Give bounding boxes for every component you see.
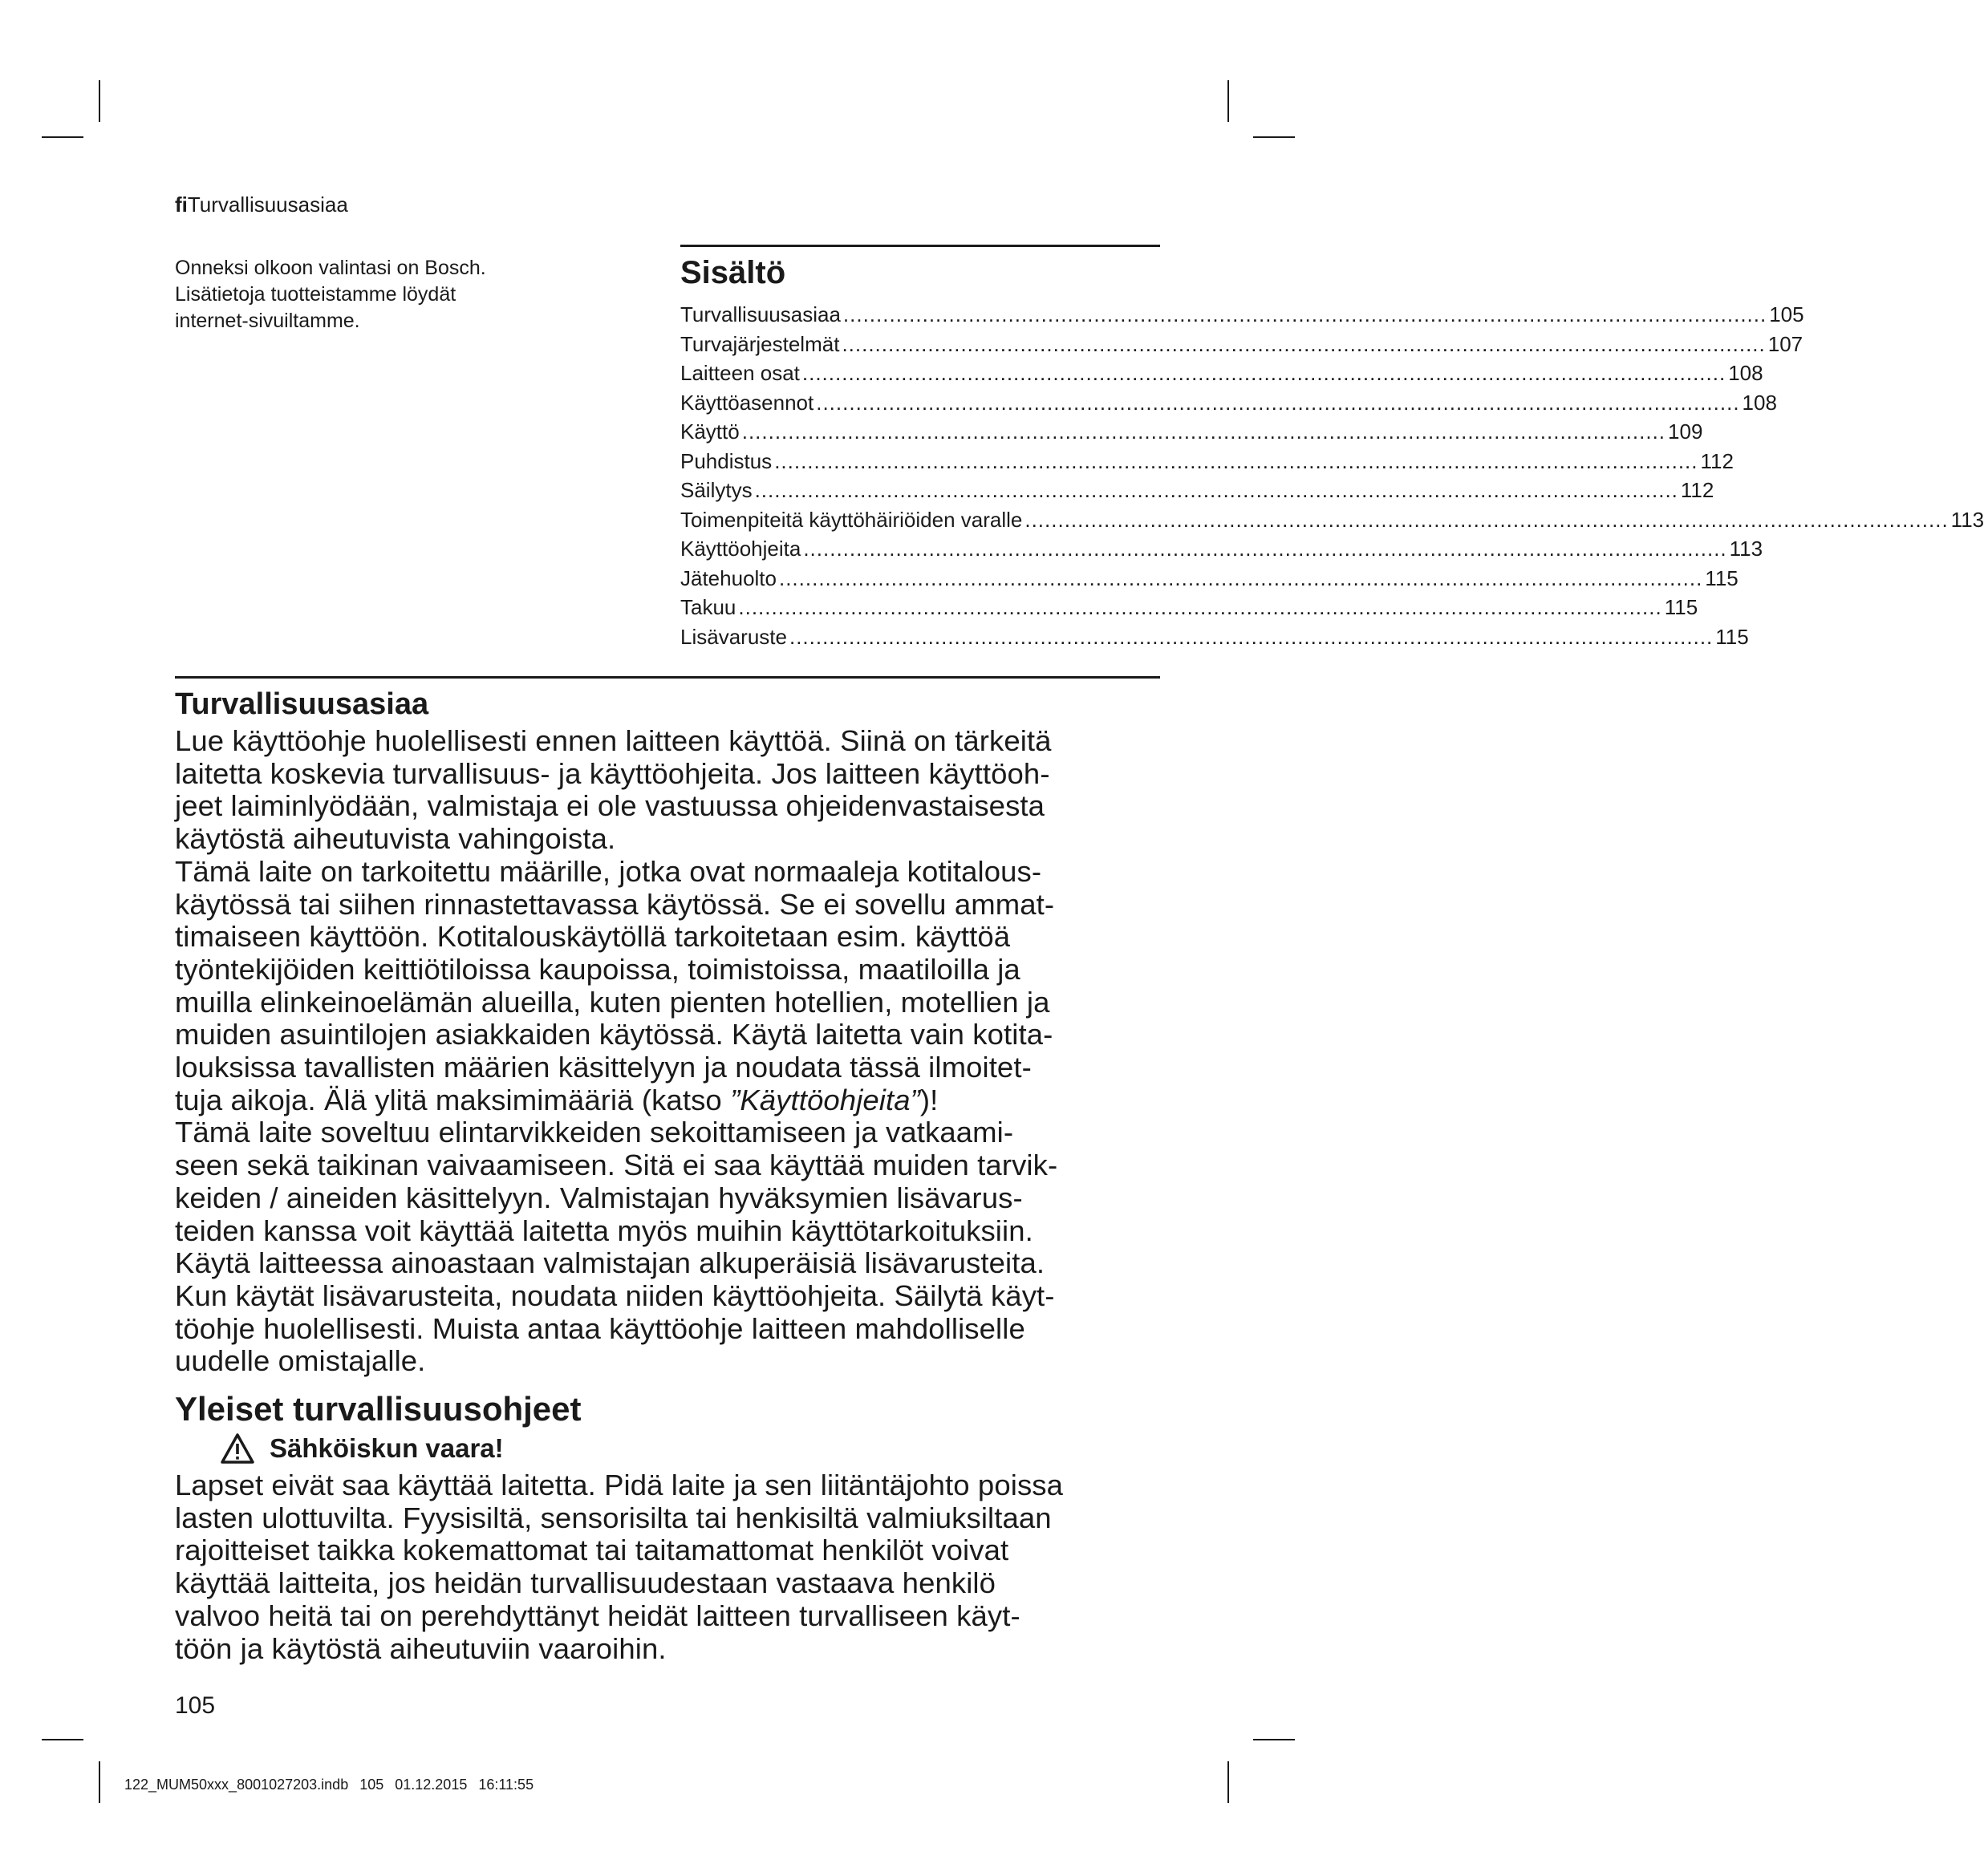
toc-leader-dots: ............................................................................................................................................ [741, 419, 1666, 444]
body-line: Kun käytät lisävarusteita, noudata niiden käyttöohjeita. Säilytä käyt- [175, 1278, 1055, 1312]
toc-entry [680, 388, 1777, 418]
footer-time: 16:11:55 [478, 1777, 534, 1793]
toc-entry-page: 108 [1742, 390, 1777, 415]
body-line: jeet laiminlyödään, valmistaja ei ole vastuussa ohjeidenvastaisesta [175, 789, 1045, 823]
body-line: työntekijöiden keittiötiloissa kaupoissa, toimistoissa, maatiloilla ja [175, 952, 1020, 986]
toc-leader-dots: ............................................................................................................................................ [789, 624, 1714, 649]
toc-entry [680, 564, 1739, 594]
toc-leader-dots: ............................................................................................................................................ [1024, 507, 1949, 532]
language-code: fi [175, 192, 188, 217]
toc-entry-page: 113 [1729, 537, 1763, 561]
section-heading: Turvallisuusasiaa [175, 687, 429, 721]
intro-line: internet-sivuiltamme. [175, 310, 360, 332]
toc-entry-title: Toimenpiteitä käyttöhäiriöiden varalle [680, 507, 1023, 532]
crop-mark [99, 80, 100, 122]
crop-mark [1227, 1761, 1229, 1803]
body-line-with-reference [175, 1084, 1160, 1117]
toc-entry [680, 447, 1734, 476]
footer-date: 01.12.2015 [395, 1777, 468, 1793]
warning-notice [220, 1432, 1160, 1465]
body-line: töohje huolellisesti. Muista antaa käyttöohje laitteen mahdolliselle [175, 1311, 1025, 1345]
toc-entry [680, 300, 1804, 330]
crop-mark [1253, 136, 1295, 138]
body-line: laitetta koskevia turvallisuus- ja käyttöohjeita. Jos laitteen käyttöoh- [175, 756, 1050, 790]
toc-leader-dots: ............................................................................................................................................ [778, 565, 1703, 590]
footer-filename: 122_MUM50xxx_8001027203.indb [124, 1777, 349, 1793]
body-line: timaiseen käyttöön. Kotitalouskäytöllä tarkoitetaan esim. käyttöä [175, 920, 1011, 954]
section-heading: Yleiset turvallisuusohjeet [175, 1390, 582, 1428]
body-line: käyttää laitteita, jos heidän turvallisuudestaan vastaava henkilö [175, 1566, 996, 1600]
intro-text [175, 255, 592, 334]
toc-entry-page: 107 [1767, 331, 1803, 356]
toc-entry-page: 115 [1664, 595, 1698, 619]
body-line: Lapset eivät saa käyttää laitetta. Pidä laite ja sen liitäntäjohto poissa [175, 1469, 1064, 1502]
toc-leader-dots: ............................................................................................................................................ [842, 302, 1767, 326]
toc-entry-title: Lisävaruste [680, 624, 787, 649]
body-line: teiden kanssa voit käyttää laitetta myös muihin käyttötarkoituksiin. [175, 1214, 1033, 1247]
running-head [175, 192, 348, 217]
toc-entry-title: Käyttöohjeita [680, 537, 801, 561]
body-line: Tämä laite on tarkoitettu määrille, jotka ovat normaaleja kotitalous- [175, 854, 1042, 888]
toc-entry-page: 115 [1715, 624, 1749, 649]
toc-leader-dots: ............................................................................................................................................ [803, 537, 1727, 561]
toc-leader-dots: ............................................................................................................................................ [754, 478, 1678, 502]
toc-entry-page: 112 [1680, 478, 1714, 502]
toc-leader-dots: ............................................................................................................................................ [816, 390, 1740, 415]
toc-list [680, 300, 1984, 651]
crop-mark [1227, 80, 1229, 122]
crop-mark [42, 136, 83, 138]
body-line: lasten ulottuvilta. Fyysisiltä, sensorisilta tai henkisiltä valmiuksiltaan [175, 1501, 1052, 1534]
toc-entry-page: 105 [1769, 302, 1804, 326]
section-body [175, 1469, 1160, 1665]
body-line: käytöstä aiheutuvista vahingoista. [175, 822, 616, 856]
toc-entry-page: 108 [1728, 361, 1763, 385]
toc-entry [680, 505, 1984, 535]
print-footer [124, 1776, 545, 1793]
toc-entry [680, 359, 1763, 388]
body-line: muiden asuintilojen asiakkaiden käytössä. Käytä laitetta vain kotita- [175, 1018, 1053, 1051]
body-text: )! [919, 1083, 939, 1116]
toc-entry [680, 593, 1698, 622]
page-number: 105 [175, 1692, 216, 1719]
body-text: tuja aikoja. Älä ylitä maksimimääriä (katso [175, 1083, 731, 1116]
toc-entry-title: Säilytys [680, 478, 753, 502]
toc-entry-page: 109 [1668, 419, 1703, 444]
body-line: Tämä laite soveltuu elintarvikkeiden sekoittamiseen ja vatkaami- [175, 1116, 1014, 1149]
body-line: louksissa tavallisten määrien käsittelyyn ja noudata tässä ilmoitet- [175, 1051, 1032, 1084]
warning-text: Sähköiskun vaara! [270, 1433, 504, 1464]
section-body [175, 725, 1160, 1378]
toc-entry-title: Turvajärjestelmät [680, 331, 840, 356]
toc-entry-title: Takuu [680, 595, 736, 619]
toc-title: Sisältö [680, 255, 786, 290]
toc-entry [680, 622, 1749, 652]
cross-reference: ”Käyttöohjeita” [730, 1083, 920, 1116]
toc-entry-title: Puhdistus [680, 448, 773, 473]
body-line: valvoo heitä tai on perehdyttänyt heidät laitteen turvalliseen käyt- [175, 1598, 1020, 1632]
body-line: muilla elinkeinoelämän alueilla, kuten pienten hotellien, motellien ja [175, 985, 1050, 1019]
body-line: Lue käyttöohje huolellisesti ennen laitteen käyttöä. Siinä on tärkeitä [175, 724, 1052, 757]
toc-leader-dots: ............................................................................................................................................ [842, 331, 1766, 356]
toc-entry-page: 115 [1705, 565, 1739, 590]
toc-entry [680, 534, 1763, 564]
toc-entry-title: Käyttö [680, 419, 740, 444]
body-line: uudelle omistajalle. [175, 1344, 426, 1378]
toc-entry-page: 113 [1950, 507, 1984, 532]
body-line: Käytä laitteessa ainoastaan valmistajan alkuperäisiä lisävarusteita. [175, 1246, 1045, 1280]
body-line: käytössä tai siihen rinnastettavassa käytössä. Se ei sovellu ammat- [175, 887, 1055, 921]
warning-triangle-icon [220, 1432, 255, 1465]
toc-leader-dots: ............................................................................................................................................ [738, 595, 1662, 619]
toc-entry-title: Käyttöasennot [680, 390, 814, 415]
intro-line: Onneksi olkoon valintasi on Bosch. [175, 257, 486, 279]
toc-entry-page: 112 [1700, 448, 1734, 473]
footer-page: 105 [359, 1777, 384, 1793]
body-line: töön ja käytöstä aiheutuviin vaaroihin. [175, 1631, 667, 1665]
crop-mark [42, 1739, 83, 1740]
toc-entry [680, 476, 1714, 505]
intro-line: Lisätietoja tuotteistamme löydät [175, 283, 456, 306]
toc-entry-title: Laitteen osat [680, 361, 800, 385]
toc-entry [680, 417, 1703, 447]
crop-mark [1253, 1739, 1295, 1740]
running-head-title: Turvallisuusasiaa [187, 192, 348, 217]
crop-mark [99, 1761, 100, 1803]
toc-entry [680, 330, 1803, 359]
body-line: keiden / aineiden käsittelyyn. Valmistajan hyväksymien lisävarus- [175, 1181, 1023, 1214]
divider [680, 245, 1160, 247]
toc-leader-dots: ............................................................................................................................................ [801, 361, 1726, 385]
divider [175, 676, 1160, 679]
toc-entry-title: Jätehuolto [680, 565, 777, 590]
toc-leader-dots: ............................................................................................................................................ [774, 448, 1698, 473]
toc-entry-title: Turvallisuusasiaa [680, 302, 841, 326]
body-line: rajoitteiset taikka kokemattomat tai taitamattomat henkilöt voivat [175, 1534, 1009, 1567]
body-line: seen sekä taikinan vaivaamiseen. Sitä ei saa käyttää muiden tarvik- [175, 1149, 1058, 1182]
table-of-contents [680, 245, 1984, 651]
main-content [175, 676, 1160, 1665]
